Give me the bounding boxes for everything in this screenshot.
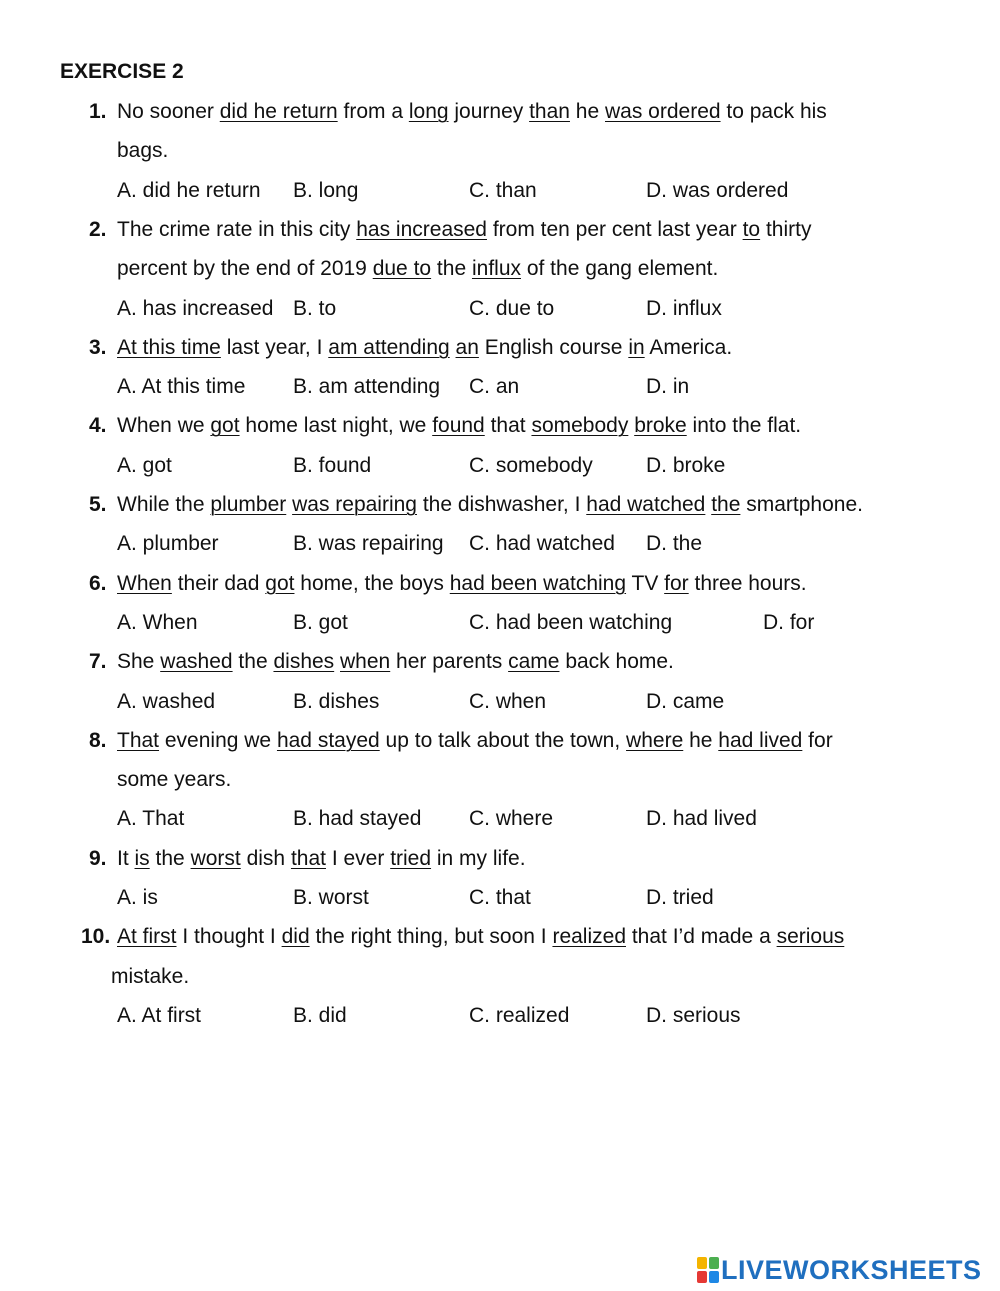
- answer-option-d: D. for: [763, 610, 815, 634]
- answer-option-c: C. that: [469, 886, 531, 909]
- answer-option-a: A. At first: [117, 1003, 202, 1027]
- sentence-text: three hours.: [688, 571, 807, 595]
- logo-square-3: [697, 1271, 707, 1283]
- question-text-line: [111, 965, 189, 989]
- underlined-phrase: influx: [471, 257, 521, 281]
- answer-option-d: D. had lived: [646, 807, 757, 831]
- question-text-line: [117, 925, 844, 949]
- answer-option-b: B. worst: [293, 886, 369, 909]
- sentence-text: thirty: [760, 217, 812, 241]
- sentence-text: I thought I: [176, 925, 282, 949]
- answer-option-a: A. is: [117, 886, 158, 909]
- sentence-text: the: [149, 846, 191, 870]
- question-number: 3.: [89, 335, 107, 359]
- question-text-line: [117, 100, 827, 124]
- underlined-phrase: to: [742, 217, 761, 241]
- underlined-phrase: where: [626, 728, 684, 752]
- answer-option-c: C. had been watching: [469, 610, 673, 634]
- sentence-text: While the: [117, 493, 211, 516]
- answer-option-b: B. to: [293, 296, 337, 320]
- answer-option-c: C. than: [469, 178, 537, 202]
- underlined-phrase: that: [290, 846, 326, 870]
- exercise-title: EXERCISE 2: [60, 60, 184, 83]
- answer-option-d: D. came: [646, 689, 725, 713]
- underlined-phrase: for: [664, 571, 689, 595]
- question-number: 1.: [89, 100, 107, 123]
- underlined-phrase: in: [628, 335, 645, 359]
- question-text-line: [117, 414, 801, 438]
- question-text-line: [117, 257, 718, 281]
- sentence-text: The crime rate in this city: [117, 217, 357, 241]
- answer-option-b: B. am attending: [293, 375, 441, 399]
- sentence-text: that I’d made a: [626, 925, 777, 949]
- answer-option-c: C. had watched: [469, 532, 615, 556]
- answer-option-b: B. dishes: [293, 689, 380, 713]
- sentence-text: for: [802, 728, 833, 752]
- question-number: 8.: [89, 728, 107, 752]
- sentence-text: last year, I: [220, 335, 329, 359]
- underlined-phrase: plumber: [210, 493, 287, 516]
- sentence-text: No sooner: [117, 100, 220, 123]
- sentence-text: back home.: [559, 650, 674, 674]
- answer-option-d: D. tried: [646, 886, 714, 909]
- underlined-phrase: the: [711, 493, 741, 516]
- logo-square-4: [709, 1271, 719, 1283]
- logo-text: LIVEWORKSHEETS: [721, 1254, 982, 1285]
- sentence-text: the: [232, 650, 274, 674]
- question-text-line: [117, 218, 811, 242]
- sentence-text: smartphone.: [740, 493, 863, 516]
- underlined-phrase: than: [529, 100, 570, 123]
- question-text-line: [117, 729, 833, 753]
- underlined-phrase: has increased: [356, 217, 487, 241]
- underlined-phrase: somebody: [531, 414, 629, 438]
- sentence-text: It: [117, 846, 135, 870]
- answer-option-d: D. broke: [646, 453, 726, 477]
- answer-option-b: B. did: [293, 1003, 347, 1027]
- sentence-text: some years.: [117, 768, 232, 792]
- underlined-phrase: got: [265, 571, 295, 595]
- underlined-phrase: worst: [190, 846, 241, 870]
- answer-option-c: C. an: [469, 375, 520, 399]
- underlined-phrase: did he return: [219, 100, 338, 123]
- answer-option-d: D. influx: [646, 296, 722, 320]
- sentence-text: bags.: [117, 139, 169, 163]
- answer-option-a: A. At this time: [117, 375, 246, 399]
- underlined-phrase: At first: [117, 925, 177, 949]
- question-text-line: [117, 139, 168, 163]
- sentence-text: in my life.: [431, 846, 526, 870]
- sentence-text: the: [431, 257, 472, 281]
- answer-option-a: A. plumber: [117, 532, 219, 556]
- underlined-phrase: serious: [776, 925, 845, 949]
- underlined-phrase: tried: [390, 846, 432, 870]
- question-number: 5.: [89, 493, 107, 516]
- underlined-phrase: came: [508, 650, 560, 674]
- sentence-text: home, the boys: [294, 571, 450, 595]
- underlined-phrase: had watched: [586, 493, 706, 516]
- sentence-text: TV: [626, 571, 665, 595]
- underlined-phrase: That: [117, 728, 160, 752]
- answer-option-a: A. has increased: [117, 296, 274, 320]
- underlined-phrase: due to: [372, 257, 432, 281]
- sentence-text: She: [117, 650, 161, 674]
- underlined-phrase: when: [340, 650, 391, 674]
- sentence-text: mistake.: [111, 964, 190, 988]
- underlined-phrase: washed: [160, 650, 233, 674]
- question-number: 7.: [89, 650, 107, 674]
- answer-option-c: C. due to: [469, 296, 555, 320]
- sentence-text: of the gang element.: [521, 257, 719, 281]
- underlined-phrase: When: [117, 571, 172, 595]
- answer-option-b: B. long: [293, 178, 359, 202]
- underlined-phrase: realized: [552, 925, 626, 949]
- question-text-line: [117, 493, 863, 517]
- question-text-line: [117, 847, 526, 871]
- answer-option-b: B. was repairing: [293, 532, 444, 556]
- underlined-phrase: dishes: [273, 650, 335, 674]
- question-text-line: [117, 336, 732, 360]
- underlined-phrase: long: [408, 100, 449, 123]
- sentence-text: I ever: [325, 846, 391, 870]
- underlined-phrase: broke: [634, 414, 687, 438]
- answer-option-b: B. had stayed: [293, 807, 422, 831]
- answer-option-d: D. serious: [646, 1003, 741, 1027]
- answer-option-b: B. found: [293, 453, 372, 477]
- sentence-text: journey: [448, 100, 530, 123]
- answer-option-d: D. was ordered: [646, 178, 789, 202]
- underlined-phrase: am attending: [328, 335, 450, 359]
- answer-option-c: C. realized: [469, 1003, 570, 1027]
- underlined-phrase: got: [210, 414, 240, 438]
- sentence-text: English course: [478, 335, 629, 359]
- answer-option-b: B. got: [293, 610, 348, 634]
- logo-square-1: [697, 1257, 707, 1269]
- logo-mark-icon: [697, 1257, 719, 1283]
- underlined-phrase: had been watching: [449, 571, 627, 595]
- underlined-phrase: At this time: [117, 335, 221, 359]
- sentence-text: home last night, we: [239, 414, 433, 438]
- sentence-text: When we: [117, 414, 211, 438]
- answer-option-c: C. somebody: [469, 453, 593, 477]
- sentence-text: that: [484, 414, 532, 438]
- question-number: 4.: [89, 414, 107, 438]
- sentence-text: their dad: [171, 571, 266, 595]
- question-text-line: [117, 768, 231, 792]
- underlined-phrase: did: [281, 925, 310, 949]
- answer-option-a: A. When: [117, 610, 198, 634]
- answer-option-a: A. washed: [117, 689, 216, 713]
- question-text-line: [117, 650, 674, 674]
- sentence-text: the right thing, but soon I: [309, 925, 553, 949]
- sentence-text: America.: [644, 335, 733, 359]
- question-number: 9.: [89, 846, 107, 870]
- question-number: 2.: [89, 217, 107, 241]
- underlined-phrase: was ordered: [605, 100, 721, 123]
- logo-square-2: [709, 1257, 719, 1269]
- answer-option-a: A. That: [117, 807, 185, 831]
- underlined-phrase: had lived: [718, 728, 803, 752]
- sentence-text: dish: [240, 846, 291, 870]
- sentence-text: into the flat.: [686, 414, 802, 438]
- sentence-text: up to talk about the town,: [379, 728, 627, 752]
- sentence-text: he: [569, 100, 605, 123]
- answer-option-d: D. the: [646, 532, 703, 556]
- question-number: 6.: [89, 571, 107, 595]
- sentence-text: percent by the end of 2019: [117, 257, 373, 281]
- sentence-text: from ten per cent last year: [486, 217, 743, 241]
- answer-option-d: D. in: [646, 375, 690, 399]
- underlined-phrase: an: [455, 335, 479, 359]
- answer-option-c: C. when: [469, 689, 547, 713]
- question-number: 10.: [81, 925, 111, 949]
- sentence-text: the dishwasher, I: [417, 493, 587, 516]
- answer-option-a: A. did he return: [117, 178, 261, 202]
- answer-option-c: C. where: [469, 807, 554, 831]
- answer-option-a: A. got: [117, 453, 172, 477]
- sentence-text: he: [683, 728, 719, 752]
- underlined-phrase: found: [432, 414, 485, 438]
- underlined-phrase: had stayed: [276, 728, 380, 752]
- sentence-text: her parents: [390, 650, 509, 674]
- underlined-phrase: was repairing: [292, 493, 417, 516]
- sentence-text: evening we: [159, 728, 277, 752]
- sentence-text: from a: [337, 100, 409, 123]
- question-text-line: [117, 572, 807, 596]
- underlined-phrase: is: [134, 846, 150, 870]
- liveworksheets-logo: [697, 1255, 982, 1285]
- sentence-text: to pack his: [720, 100, 827, 123]
